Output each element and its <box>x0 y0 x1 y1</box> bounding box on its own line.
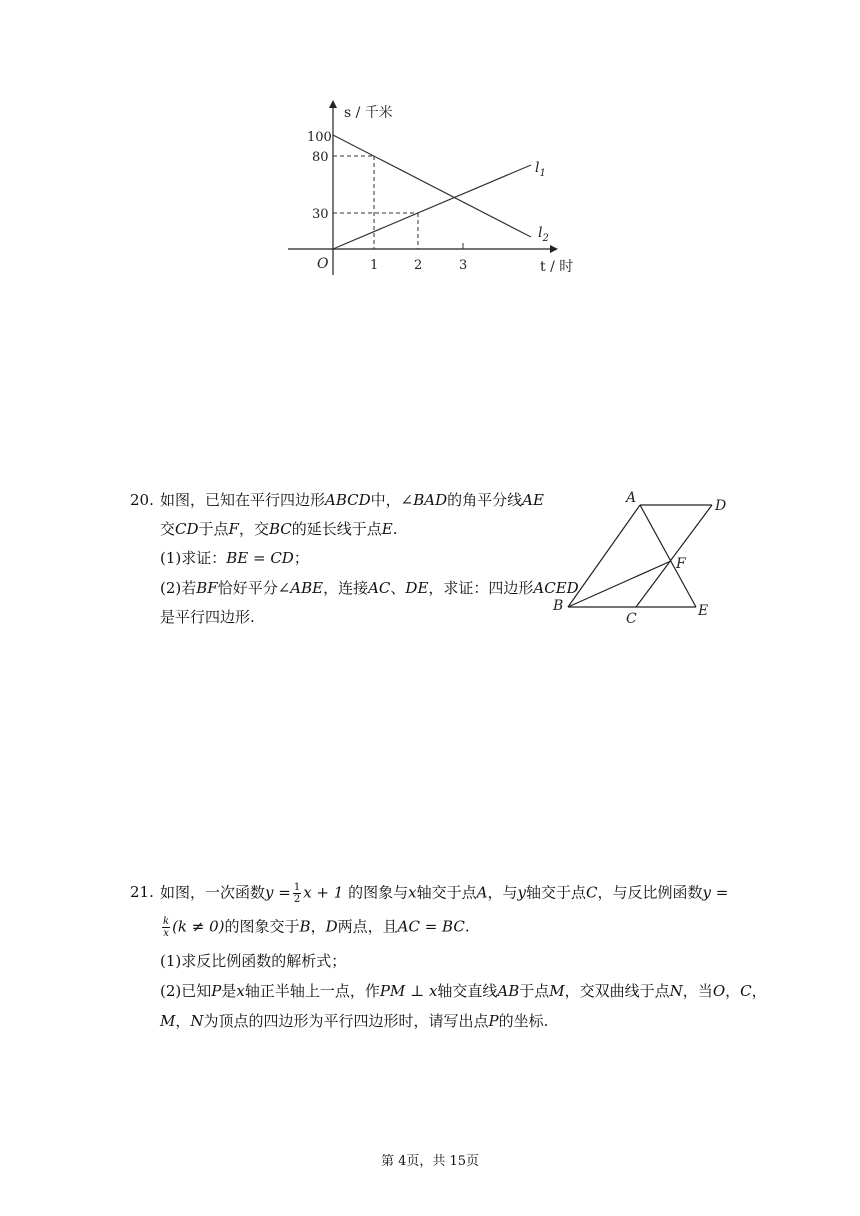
x-tick-1: 1 <box>370 258 379 273</box>
point-F: F <box>676 556 686 572</box>
y-tick-30: 30 <box>312 207 329 222</box>
q20-line1: 如图，已知在平行四边形ABCD中，∠BAD的角平分线AE <box>160 491 544 509</box>
point-B: B <box>553 598 564 614</box>
q21-part2: (2)已知P是x轴正半轴上一点，作PM ⊥ x轴交直线AB于点M，交双曲线于点N，当O，C， <box>160 982 767 1000</box>
point-C: C <box>626 611 637 627</box>
origin-label: O <box>317 256 329 272</box>
line-l1 <box>333 165 531 249</box>
q20-part1: (1)求证：BE = CD； <box>160 549 309 567</box>
line1-label: $l_1$ <box>535 160 546 179</box>
q21-part2-cont: M，N为顶点的四边形为平行四边形时，请写出点P的坐标. <box>160 1012 549 1030</box>
q20-number: 20. <box>130 491 154 509</box>
point-E: E <box>698 603 709 619</box>
q20-line2: 交CD于点F，交BC的延长线于点E. <box>160 520 398 538</box>
x-tick-2: 2 <box>414 258 423 273</box>
q21-part1: (1)求反比例函数的解析式； <box>160 952 347 970</box>
page-footer: 第 4页，共 15页 <box>380 1154 480 1169</box>
y-tick-80: 80 <box>312 150 329 165</box>
y-axis-label: s / 千米 <box>344 105 393 121</box>
line2-label: $l_2$ <box>538 225 549 244</box>
x-tick-3: 3 <box>459 258 468 273</box>
q20-part2: (2)若BF恰好平分∠ABE，连接AC、DE，求证：四边形ACED <box>160 579 579 597</box>
q21-line2: $\frac{k}{x}$ (k ≠ 0)的图象交于B，D两点，且AC = BC. <box>163 916 470 939</box>
parallelogram-figure <box>548 488 738 628</box>
y-tick-100: 100 <box>307 130 332 145</box>
q21-number: 21. <box>130 883 154 901</box>
q20-part2-cont: 是平行四边形. <box>160 608 255 626</box>
x-axis-label: t / 时 <box>540 259 574 275</box>
line-l2 <box>333 135 531 237</box>
distance-time-graph <box>280 95 580 280</box>
q21-line1: 如图，一次函数y = $\frac{1}{2}$ x + 1 的图象与x轴交于点A，与y轴交于点C，与反比例函数y = <box>160 882 729 905</box>
point-A: A <box>626 490 637 506</box>
point-D: D <box>715 498 727 514</box>
